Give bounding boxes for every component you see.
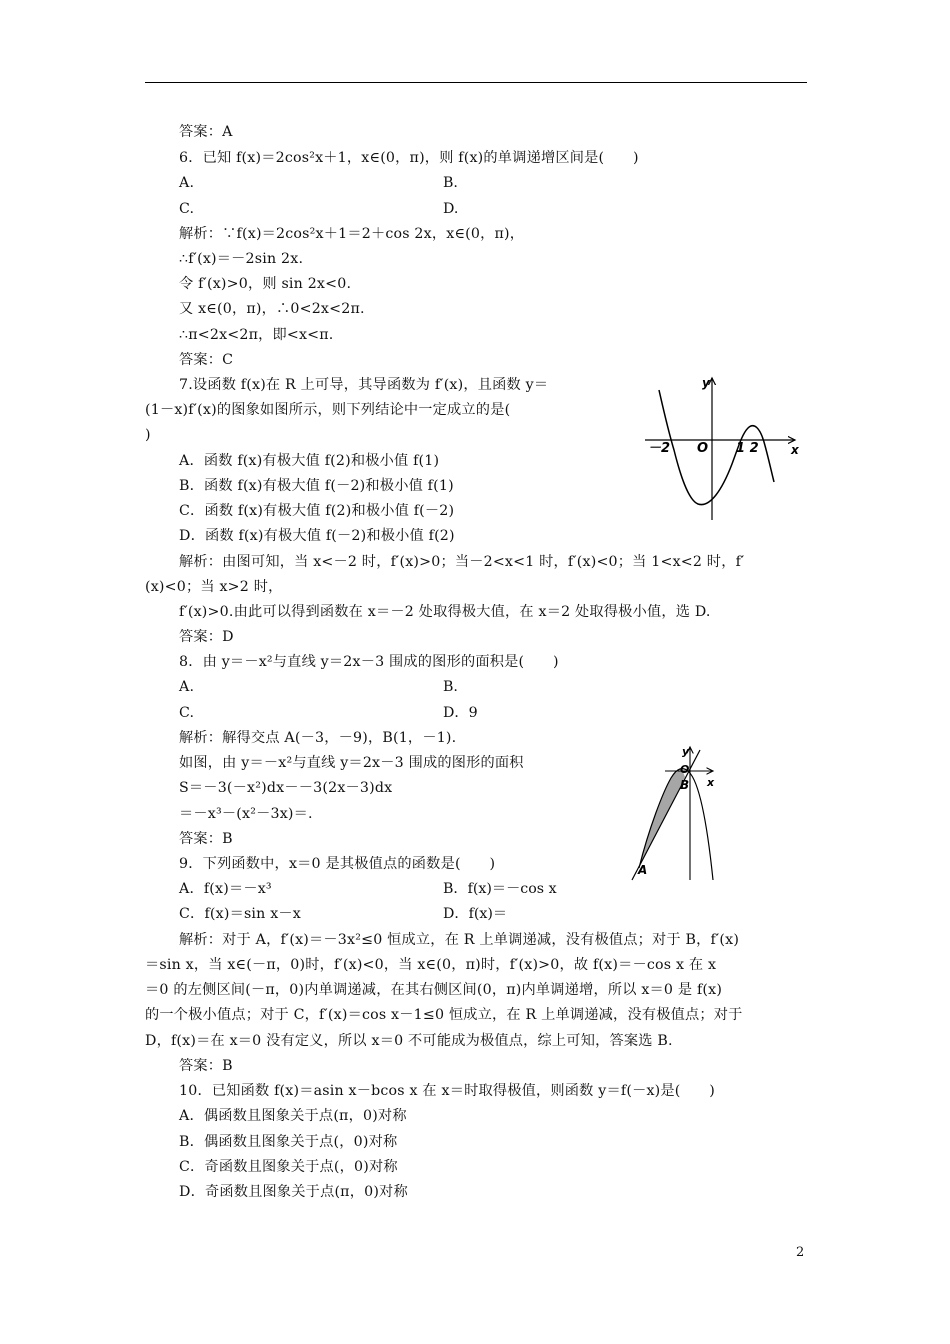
q8-answer: 答案：B	[179, 831, 233, 847]
q6-option-b: B.	[443, 175, 458, 191]
q7-answer: 答案：D	[179, 629, 234, 645]
q10-option-d: D．奇函数且图象关于点(π，0)对称	[179, 1184, 408, 1200]
q9-solution-line: D，f(x)＝在 x＝0 没有定义，所以 x＝0 不可能成为极值点，综上可知，答案选 B.	[145, 1033, 673, 1049]
q9-option-d: D．f(x)＝	[443, 906, 508, 922]
header-rule	[145, 82, 807, 83]
q9-solution-line: 解析：对于 A，f′(x)＝－3x²≤0 恒成立，在 R 上单调递减，没有极值点；对于 B，f′(x)	[179, 932, 740, 948]
y-axis-label: y	[702, 376, 710, 390]
q9-option-a: A．f(x)＝－x³	[179, 881, 272, 897]
q7-stem: 7.设函数 f(x)在 R 上可导，其导函数为 f′(x)，且函数 y＝	[179, 377, 549, 393]
point-b-label: B	[680, 778, 690, 792]
q8-area-graph	[625, 742, 720, 882]
q8-solution-line: 如图，由 y＝－x²与直线 y＝2x－3 围成的图形的面积	[179, 755, 524, 771]
x-axis-label: x	[707, 776, 715, 789]
origin-label: O	[697, 441, 709, 456]
q8-stem: 8．由 y＝－x²与直线 y＝2x－3 围成的图形的面积是( )	[179, 654, 559, 670]
tick-label-1-2: 1 2	[736, 441, 759, 456]
q8-option-a: A.	[179, 679, 195, 695]
q6-solution-line: 解析：∵f(x)＝2cos²x＋1＝2＋cos 2x，x∈(0，π)，	[179, 226, 525, 242]
q7-option-a: A．函数 f(x)有极大值 f(2)和极小值 f(1)	[179, 453, 440, 469]
q7-stem: (1－x)f′(x)的图象如图所示，则下列结论中一定成立的是(	[145, 402, 511, 418]
q9-answer: 答案：B	[179, 1058, 233, 1074]
q7-option-d: D．函数 f(x)有极大值 f(－2)和极小值 f(2)	[179, 528, 455, 544]
origin-label: O	[680, 763, 690, 776]
q6-option-a: A.	[179, 175, 195, 191]
q7-solution-line: (x)<0；当 x>2 时，	[145, 579, 283, 595]
q7-solution-line: f′(x)>0.由此可以得到函数在 x＝－2 处取得极大值，在 x＝2 处取得极小值，选 D.	[179, 604, 711, 620]
q7-option-b: B．函数 f(x)有极大值 f(－2)和极小值 f(1)	[179, 478, 454, 494]
x-axis-label: x	[791, 443, 799, 457]
q9-solution-line: ＝0 的左侧区间(－π，0)内单调递减，在其右侧区间(0，π)内单调递增，所以 x＝0 是 f(x)	[145, 982, 723, 998]
q6-solution-line: ∴f′(x)＝－2sin 2x.	[179, 251, 304, 267]
q7-stem: )	[145, 427, 151, 443]
tick-label-neg2: －2	[648, 441, 671, 456]
q6-answer: 答案：C	[179, 352, 234, 368]
q10-stem: 10．已知函数 f(x)＝asin x－bcos x 在 x＝时取得极值，则函数 y＝f(－x)是( )	[179, 1083, 716, 1099]
q9-solution-line: 的一个极小值点；对于 C，f′(x)＝cos x－1≤0 恒成立，在 R 上单调递减，没有极值点；对于	[145, 1007, 743, 1023]
q6-option-c: C.	[179, 201, 195, 217]
point-a-label: A	[638, 863, 648, 877]
q8-solution-line: ＝－x³－(x²－3x)＝.	[179, 806, 313, 822]
q8-option-d: D．9	[443, 705, 478, 721]
q9-option-c: C．f(x)＝sin x－x	[179, 906, 302, 922]
q8-option-b: B.	[443, 679, 458, 695]
q8-solution-line: 解析：解得交点 A(－3，－9)，B(1，－1).	[179, 730, 457, 746]
q9-solution-line: ＝sin x，当 x∈(－π，0)时，f′(x)<0，当 x∈(0，π)时，f′(x)>0，故 f(x)＝－cos x 在 x	[145, 957, 717, 973]
q10-option-c: C．奇函数且图象关于点(，0)对称	[179, 1159, 398, 1175]
q10-option-a: A．偶函数且图象关于点(π，0)对称	[179, 1108, 407, 1124]
q6-solution-line: 又 x∈(0，π)，∴0<2x<2π.	[179, 301, 365, 317]
q6-stem: 6．已知 f(x)＝2cos²x＋1，x∈(0，π)，则 f(x)的单调递增区间是( )	[179, 150, 639, 166]
q8-solution-line: S＝－3(－x²)dx－－3(2x－3)dx	[179, 780, 393, 796]
q7-derivative-graph	[640, 372, 805, 524]
q7-option-c: C．函数 f(x)有极大值 f(2)和极小值 f(－2)	[179, 503, 455, 519]
q6-solution-line: ∴π<2x<2π，即<x<π.	[179, 327, 334, 343]
q9-option-b: B．f(x)＝－cos x	[443, 881, 557, 897]
y-axis-label: y	[682, 745, 690, 758]
q5-answer: 答案：A	[179, 124, 233, 140]
page-number: 2	[796, 1245, 805, 1260]
q10-option-b: B．偶函数且图象关于点(，0)对称	[179, 1134, 398, 1150]
q6-option-d: D.	[443, 201, 459, 217]
q9-stem: 9．下列函数中，x＝0 是其极值点的函数是( )	[179, 856, 496, 872]
q8-option-c: C.	[179, 705, 195, 721]
q7-solution-line: 解析：由图可知，当 x<－2 时，f′(x)>0；当－2<x<1 时，f′(x)<0；当 1<x<2 时，f′	[179, 554, 745, 570]
q6-solution-line: 令 f′(x)>0，则 sin 2x<0.	[179, 276, 352, 292]
